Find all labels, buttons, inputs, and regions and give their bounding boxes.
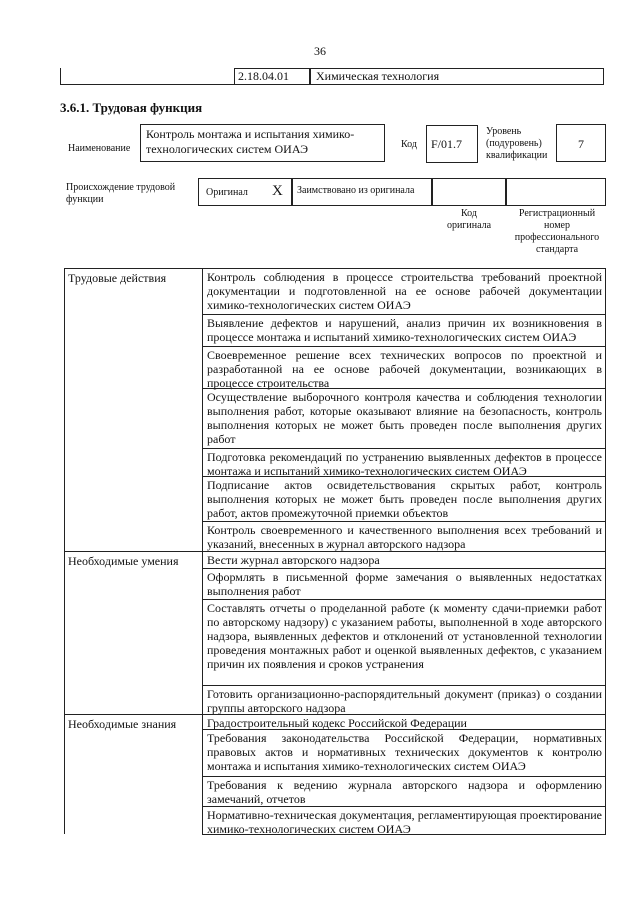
header-left-rule <box>60 68 61 85</box>
header-specialty: Химическая технология <box>316 69 440 83</box>
action-item: Своевременное решение всех технических вопросов по проектной и разработанной на ее основе рабочей документации, возникающих в процессе строительства <box>202 346 606 388</box>
skill-item: Составлять отчеты о проделанной работе (к моменту сдачи-приемки работ по авторскому надзору) с указанием работы, выполненной в ходе авторского надзора, выявленных дефектов и отклонений от установленной технологии проведения монтажных работ и оценкой выявленных дефектов, с указанием причин их появления и сроков устранения <box>202 599 606 685</box>
original-mark: X <box>272 183 283 199</box>
code-label: Код <box>401 139 417 150</box>
group-label-skills: Необходимые умения <box>68 554 179 568</box>
group-label-actions: Трудовые действия <box>68 271 167 285</box>
original-label: Оригинал <box>206 187 248 198</box>
origin-code-caption: Код оригинала <box>446 208 492 231</box>
action-item: Подготовка рекомендаций по устранению выявленных дефектов в процессе монтажа и испытаний химико-технологических систем ОИАЭ <box>202 448 606 476</box>
origin-code-box <box>432 178 506 206</box>
action-item: Выявление дефектов и нарушений, анализ причин их возникновения в процессе монтажа и испытаний химико-технологических систем ОИАЭ <box>202 314 606 346</box>
level-label: Уровень (подуровень) квалификации <box>486 126 548 161</box>
page-number: 36 <box>314 44 326 58</box>
action-item: Осуществление выборочного контроля качества и соблюдения технологии выполнения работ, которые оказывают влияние на безопасность, контроль выполнения которых не может быть проведен после выполнения других работ <box>202 388 606 448</box>
knowledge-item: Требования законодательства Российской Федерации, нормативных правовых актов и нормативных технических документов к контролю монтажа и испытания химико-технологических систем ОИАЭ <box>202 729 606 776</box>
level-value: 7 <box>578 137 584 151</box>
knowledge-item: Нормативно-техническая документация, регламентирующая проектирование химико-технологических систем ОИАЭ <box>202 806 606 834</box>
header-code: 2.18.04.01 <box>238 69 289 83</box>
skill-item: Вести журнал авторского надзора <box>202 551 606 568</box>
skill-item: Оформлять в письменной форме замечания о выявленных недостатках выполнения работ <box>202 568 606 599</box>
knowledge-item: Градостроительный кодекс Российской Федерации <box>202 714 606 729</box>
name-label: Наименование <box>68 143 131 154</box>
skill-item: Готовить организационно-распорядительный документ (приказ) о создании группы авторского надзора <box>202 685 606 714</box>
code-value: F/01.7 <box>431 137 463 151</box>
section-title: 3.6.1. Трудовая функция <box>60 100 203 115</box>
action-item: Контроль соблюдения в процессе строительства требований проектной документации и подготовленной на ее основе рабочей документации химико-технологических систем ОИАЭ <box>202 268 606 314</box>
knowledge-item: Требования к ведению журнала авторского надзора и оформлению замечаний, отчетов <box>202 776 606 806</box>
origin-reg-box <box>506 178 606 206</box>
name-value: Контроль монтажа и испытания химико-технологических систем ОИАЭ <box>146 127 355 156</box>
origin-reg-caption: Регистрационный номер профессионального стандарта <box>514 208 600 255</box>
origin-label: Происхождение трудовой функции <box>66 182 176 205</box>
borrowed-label: Заимствовано из оригинала <box>297 185 415 196</box>
action-item: Контроль своевременного и качественного выполнения всех требований и указаний, внесенных в журнал авторского надзора <box>202 521 606 551</box>
action-item: Подписание актов освидетельствования скрытых работ, контроль выполнения которых не может быть проведен после выполнения других работ, актов промежуточной приемки объектов <box>202 476 606 521</box>
group-label-knowledge: Необходимые знания <box>68 717 177 731</box>
